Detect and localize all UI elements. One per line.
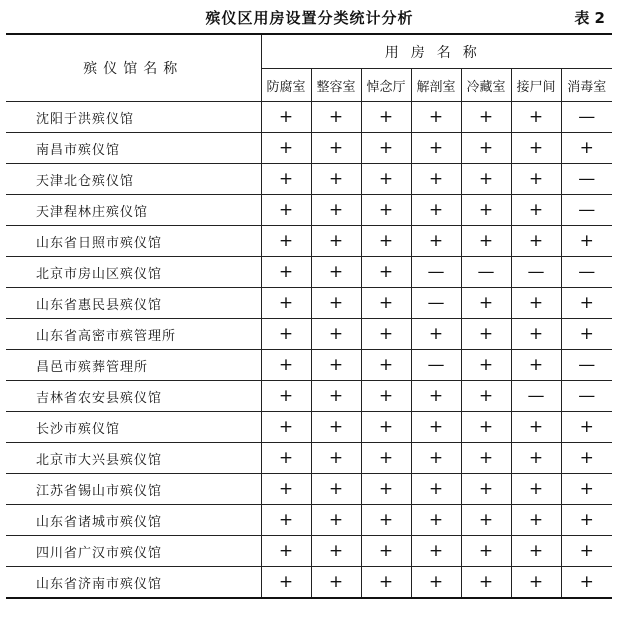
table-row	[6, 443, 612, 474]
hall-name-cell: 山东省诸城市殡仪馆	[6, 505, 261, 536]
mark-cell: +	[461, 133, 511, 164]
mark-cell: +	[261, 443, 311, 474]
mark-cell: +	[261, 226, 311, 257]
mark-cell: —	[561, 164, 612, 195]
mark-cell: —	[511, 381, 561, 412]
mark-cell: +	[311, 195, 361, 226]
mark-cell: +	[461, 226, 511, 257]
hall-name-cell: 沈阳于洪殡仪馆	[6, 102, 261, 133]
hall-name-cell: 山东省高密市殡管理所	[6, 319, 261, 350]
mark-cell: +	[411, 381, 461, 412]
mark-cell: +	[311, 412, 361, 443]
mark-cell: +	[411, 102, 461, 133]
mark-cell: +	[261, 567, 311, 599]
mark-cell: +	[561, 505, 612, 536]
mark-cell: +	[261, 505, 311, 536]
mark-cell: +	[511, 505, 561, 536]
mark-cell: +	[311, 226, 361, 257]
table-row	[6, 133, 612, 164]
table-header	[6, 34, 612, 102]
mark-cell: +	[361, 257, 411, 288]
mark-cell: +	[311, 567, 361, 599]
mark-cell: +	[261, 133, 311, 164]
mark-cell: +	[361, 381, 411, 412]
mark-cell: +	[461, 567, 511, 599]
mark-cell: +	[361, 319, 411, 350]
mark-cell: —	[411, 257, 461, 288]
table-number: 表 2	[574, 9, 605, 27]
mark-cell: +	[311, 102, 361, 133]
hall-name-cell: 昌邑市殡葬管理所	[6, 350, 261, 381]
mark-cell: +	[261, 257, 311, 288]
mark-cell: +	[511, 412, 561, 443]
table-row	[6, 195, 612, 226]
hall-name-cell: 吉林省农安县殡仪馆	[6, 381, 261, 412]
mark-cell: +	[511, 133, 561, 164]
mark-cell: +	[261, 288, 311, 319]
mark-cell: +	[361, 567, 411, 599]
mark-cell: +	[511, 443, 561, 474]
mark-cell: +	[511, 474, 561, 505]
mark-cell: +	[561, 567, 612, 599]
mark-cell: +	[511, 350, 561, 381]
mark-cell: +	[361, 505, 411, 536]
mark-cell: +	[461, 319, 511, 350]
table-row	[6, 505, 612, 536]
mark-cell: +	[311, 381, 361, 412]
mark-cell: +	[461, 536, 511, 567]
mark-cell: +	[361, 443, 411, 474]
table-row	[6, 226, 612, 257]
mark-cell: +	[511, 536, 561, 567]
mark-cell: +	[311, 319, 361, 350]
table-row	[6, 257, 612, 288]
mark-cell: +	[261, 381, 311, 412]
mark-cell: +	[361, 164, 411, 195]
table-title: 殡仪区用房设置分类统计分析	[205, 9, 414, 27]
mark-cell: +	[411, 567, 461, 599]
mark-cell: +	[511, 164, 561, 195]
mark-cell: +	[361, 350, 411, 381]
mark-cell: —	[561, 257, 612, 288]
mark-cell: +	[461, 474, 511, 505]
column-header: 接尸间	[511, 69, 561, 102]
mark-cell: +	[261, 412, 311, 443]
mark-cell: +	[261, 164, 311, 195]
mark-cell: +	[561, 536, 612, 567]
mark-cell: +	[561, 443, 612, 474]
mark-cell: +	[361, 133, 411, 164]
mark-cell: +	[561, 288, 612, 319]
mark-cell: +	[511, 226, 561, 257]
mark-cell: +	[461, 412, 511, 443]
mark-cell: +	[361, 474, 411, 505]
mark-cell: +	[311, 474, 361, 505]
table-row	[6, 536, 612, 567]
table-row	[6, 350, 612, 381]
hall-name-cell: 山东省济南市殡仪馆	[6, 567, 261, 599]
mark-cell: +	[411, 226, 461, 257]
mark-cell: +	[311, 164, 361, 195]
mark-cell: +	[411, 443, 461, 474]
mark-cell: +	[461, 102, 511, 133]
hall-name-cell: 长沙市殡仪馆	[6, 412, 261, 443]
mark-cell: —	[411, 288, 461, 319]
column-header: 消毒室	[561, 69, 612, 102]
column-header: 悼念厅	[361, 69, 411, 102]
table-row	[6, 474, 612, 505]
mark-cell: +	[561, 474, 612, 505]
hall-name-cell: 山东省日照市殡仪馆	[6, 226, 261, 257]
table-row	[6, 412, 612, 443]
mark-cell: +	[511, 102, 561, 133]
table-body	[6, 102, 612, 599]
mark-cell: +	[411, 133, 461, 164]
mark-cell: +	[511, 319, 561, 350]
column-header: 防腐室	[261, 69, 311, 102]
mark-cell: +	[311, 350, 361, 381]
mark-cell: —	[561, 350, 612, 381]
table-row	[6, 567, 612, 599]
table-row	[6, 164, 612, 195]
table-row	[6, 319, 612, 350]
mark-cell: —	[461, 257, 511, 288]
mark-cell: +	[361, 288, 411, 319]
mark-cell: +	[311, 257, 361, 288]
mark-cell: +	[261, 102, 311, 133]
mark-cell: +	[261, 350, 311, 381]
column-header: 冷藏室	[461, 69, 511, 102]
hall-name-cell: 天津北仓殡仪馆	[6, 164, 261, 195]
mark-cell: +	[411, 412, 461, 443]
mark-cell: +	[311, 133, 361, 164]
mark-cell: —	[561, 195, 612, 226]
mark-cell: +	[361, 102, 411, 133]
hall-name-cell: 山东省惠民县殡仪馆	[6, 288, 261, 319]
mark-cell: +	[261, 195, 311, 226]
table-row	[6, 288, 612, 319]
hall-name-cell: 北京市大兴县殡仪馆	[6, 443, 261, 474]
title-row	[0, 0, 619, 32]
mark-cell: +	[511, 567, 561, 599]
mark-cell: +	[461, 443, 511, 474]
statistics-table	[6, 33, 612, 599]
hall-name-cell: 北京市房山区殡仪馆	[6, 257, 261, 288]
mark-cell: +	[411, 474, 461, 505]
mark-cell: +	[261, 474, 311, 505]
mark-cell: +	[311, 288, 361, 319]
mark-cell: —	[411, 350, 461, 381]
table-row	[6, 102, 612, 133]
mark-cell: +	[461, 381, 511, 412]
mark-cell: —	[561, 102, 612, 133]
hall-name-cell: 天津程林庄殡仪馆	[6, 195, 261, 226]
mark-cell: +	[411, 195, 461, 226]
room-group-header: 用房名称	[261, 34, 612, 69]
column-header: 解剖室	[411, 69, 461, 102]
hall-name-cell: 四川省广汉市殡仪馆	[6, 536, 261, 567]
mark-cell: +	[561, 133, 612, 164]
mark-cell: +	[511, 288, 561, 319]
mark-cell: +	[461, 195, 511, 226]
mark-cell: +	[311, 443, 361, 474]
mark-cell: +	[511, 195, 561, 226]
mark-cell: —	[511, 257, 561, 288]
mark-cell: +	[411, 319, 461, 350]
column-header: 整容室	[311, 69, 361, 102]
mark-cell: +	[361, 536, 411, 567]
mark-cell: +	[461, 288, 511, 319]
hall-name-cell: 江苏省锡山市殡仪馆	[6, 474, 261, 505]
mark-cell: +	[261, 536, 311, 567]
table-row	[6, 381, 612, 412]
mark-cell: +	[261, 319, 311, 350]
mark-cell: +	[311, 536, 361, 567]
mark-cell: +	[461, 164, 511, 195]
mark-cell: +	[411, 536, 461, 567]
mark-cell: +	[461, 505, 511, 536]
mark-cell: +	[361, 226, 411, 257]
mark-cell: +	[361, 412, 411, 443]
mark-cell: +	[561, 226, 612, 257]
mark-cell: +	[411, 164, 461, 195]
hall-name-cell: 南昌市殡仪馆	[6, 133, 261, 164]
mark-cell: +	[561, 412, 612, 443]
mark-cell: —	[561, 381, 612, 412]
mark-cell: +	[561, 319, 612, 350]
header-row-1	[6, 34, 612, 69]
mark-cell: +	[361, 195, 411, 226]
mark-cell: +	[411, 505, 461, 536]
mark-cell: +	[461, 350, 511, 381]
mark-cell: +	[311, 505, 361, 536]
name-column-header: 殡仪馆名称	[6, 34, 261, 102]
